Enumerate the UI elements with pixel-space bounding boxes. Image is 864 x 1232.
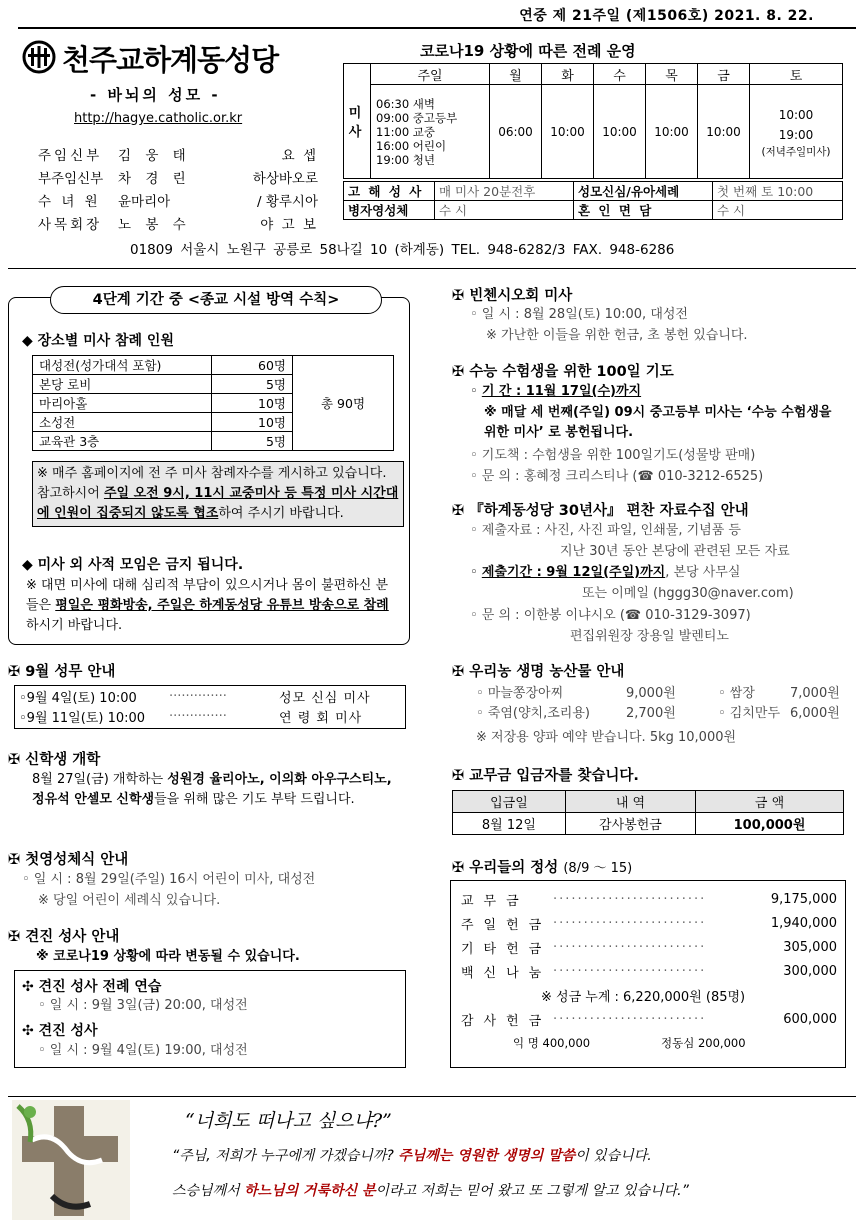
offering-row: 감사헌금 ························· 600,000	[461, 1011, 837, 1029]
september-box	[14, 685, 406, 729]
farm-note: ※ 저장용 양파 예약 받습니다. 5kg 10,000원	[476, 730, 737, 745]
day-header: 수	[594, 64, 646, 85]
staff-list	[38, 142, 318, 234]
offering-row: 기타헌금 ························· 305,000	[461, 939, 837, 957]
level4-rules-title: 4단계 기간 중 <종교 시설 방역 수칙>	[50, 286, 382, 314]
place-total: 총 90명	[293, 356, 394, 451]
day-header: 화	[542, 64, 594, 85]
history-contact: ◦ 문 의 : 이한봉 이냐시오 (☎ 010-3129-3097)	[470, 608, 751, 623]
vincent-time: ◦ 일 시 : 8월 28일(토) 10:00, 대성전	[470, 307, 688, 322]
confirmation-time: ◦ 일 시 : 9월 4일(토) 19:00, 대성전	[38, 1043, 248, 1058]
day-header: 토	[750, 64, 843, 85]
info-label: 고 해 성 사	[344, 182, 435, 201]
farm-title: ✠ 우리농 생명 농산물 안내	[452, 664, 625, 680]
info-value: 첫 번째 토 10:00	[713, 182, 843, 201]
gathering-ban-title: ◆ 미사 외 사적 모임은 금지 됩니다.	[22, 557, 244, 573]
history-deadline: ◦ 제출기간 : 9월 12일(주일)까지, 본당 사무실	[470, 565, 741, 580]
weekday-time: 10:00	[646, 85, 698, 179]
day-header: 주일	[371, 64, 490, 85]
place-name: 소성전	[33, 413, 212, 432]
day-header: 금	[698, 64, 750, 85]
dues-header: 입금일	[453, 791, 566, 813]
place-attendance-title: ◆ 장소별 미사 참례 인원	[22, 333, 174, 349]
offering-row: 백신나눔 ························· 300,000	[461, 963, 837, 981]
weekday-time: 06:00	[490, 85, 542, 179]
list-item: ◦9월 4일(토) 10:00 ·············· 성모 신심 미사	[19, 688, 371, 706]
day-header: 목	[646, 64, 698, 85]
banner-quote-line1: “주님, 저희가 누구에게 가겠습니까? 주님께는 영원한 생명의 말씀이 있습니다.	[172, 1148, 652, 1164]
church-address: 01809 서울시 노원구 공릉로 58나길 10 (하계동) TEL. 948-6282/3 FAX. 948-6286	[130, 242, 675, 258]
confirmation-title: ✠ 견진 성사 안내	[8, 929, 120, 945]
confirmation-note: ※ 코로나19 상황에 따라 변동될 수 있습니다.	[36, 949, 300, 964]
banner-quote-title: “너희도 떠나고 싶으냐?”	[185, 1110, 392, 1132]
history-items: ◦ 제출자료 : 사진, 사진 파일, 인쇄물, 기념품 등	[470, 523, 741, 538]
vincent-note: ※ 가난한 이들을 위한 헌금, 초 봉헌 있습니다.	[486, 328, 748, 343]
info-label: 병자영성체	[344, 201, 435, 220]
mass-label: 미사	[344, 64, 371, 179]
table-row: 8월 12일 감사봉헌금 100,000원	[453, 813, 844, 835]
first-communion-title: ✠ 첫영성체식 안내	[8, 852, 129, 868]
staff-row: 사목회장 노 봉 수 야 고 보	[38, 216, 318, 233]
exam-period: ◦ 기 간 : 11월 17일(수)까지	[470, 384, 642, 399]
info-value: 수 시	[713, 201, 843, 220]
covid-schedule-title: 코로나19 상황에 따른 전례 운영	[420, 42, 636, 60]
history-email: 또는 이메일 (hggg30@naver.com)	[582, 586, 794, 601]
rehearsal-title: ✣ 견진 성사 전례 연습	[22, 979, 162, 995]
exam-book: ◦ 기도책 : 수험생을 위한 100일기도(성물방 판매)	[470, 448, 756, 463]
weekday-time: 10:00	[542, 85, 594, 179]
issue-info: 연중 제 21주일 (제1506호) 2021. 8. 22.	[519, 8, 814, 24]
info-label: 성모신심/유아세례	[574, 182, 713, 201]
place-name: 본당 로비	[33, 375, 212, 394]
top-divider	[18, 27, 856, 29]
church-url-link[interactable]: http://hagye.catholic.or.kr	[74, 111, 243, 126]
rehearsal-time: ◦ 일 시 : 9월 3일(금) 20:00, 대성전	[38, 998, 248, 1013]
place-attendance-table	[32, 355, 394, 451]
first-communion-note: ※ 당일 어린이 세례식 있습니다.	[38, 893, 221, 908]
anonymous-row: 익 명 400,000 정동심 200,000	[513, 1036, 746, 1050]
sunday-times: 06:30 새벽 09:00 중고등부 11:00 교중 16:00 어린이 19:00 청년	[371, 85, 490, 179]
first-communion-time: ◦ 일 시 : 8월 29일(주일) 16시 어린이 미사, 대성전	[22, 872, 316, 887]
staff-row: 부주임신부 차 경 린 하상바오로	[38, 170, 318, 187]
day-header: 월	[490, 64, 542, 85]
church-logo-icon	[22, 40, 56, 74]
dues-title: ✠ 교무금 입금자를 찾습니다.	[452, 768, 639, 784]
offering-sum: ※ 성금 누계 : 6,220,000원 (85명)	[541, 989, 746, 1005]
exam-note: ※ 매달 세 번째(주일) 09시 중고등부 미사는 ‘수능 수험생을 위한 미사’ 로 봉헌됩니다.	[484, 405, 832, 440]
place-count: 60명	[212, 356, 293, 375]
place-count: 10명	[212, 413, 293, 432]
list-item: ◦ 마늘쫑장아찌 9,000원 ◦ 쌈장 7,000원	[476, 686, 840, 701]
seminary-text: 8월 27일(금) 개학하는 성원경 율리아노, 이의화 아우구스티노, 정유석 안셀모 신학생들을 위해 많은 기도 부탁 드립니다.	[32, 772, 392, 807]
confirmation-sub-title: ✣ 견진 성사	[22, 1023, 98, 1039]
church-subtitle: - 바뇌의 성모 -	[90, 86, 221, 104]
weekday-time: 10:00	[594, 85, 646, 179]
offering-box	[450, 880, 846, 1068]
history-contact-editor: 편집위원장 장용일 발렌티노	[570, 629, 729, 644]
dues-header: 금 액	[696, 791, 844, 813]
vincent-title: ✠ 빈첸시오회 미사	[452, 288, 573, 304]
dues-table	[452, 790, 844, 835]
place-count: 5명	[212, 432, 293, 451]
list-item: ◦9월 11일(토) 10:00 ·············· 연 령 회 미사	[19, 708, 363, 726]
saturday-times: 10:00 19:00 (저녁주일미사)	[750, 85, 843, 179]
info-value: 수 시	[435, 201, 574, 220]
attendance-notice: ※ 매주 홈페이지에 전 주 미사 참례자수를 게시하고 있습니다. 참고하시어 주일 오전 9시, 11시 교중미사 등 특정 미사 시간대에 인원이 집중되지 않도록 협조하여 주시기 바랍니다.	[32, 461, 404, 527]
history-title: ✠ 『하계동성당 30년사』 편찬 자료수집 안내	[452, 503, 749, 519]
place-count: 10명	[212, 394, 293, 413]
exam-prayer-title: ✠ 수능 수험생을 위한 100일 기도	[452, 364, 674, 380]
weekday-time: 10:00	[698, 85, 750, 179]
dues-header: 내 역	[565, 791, 695, 813]
history-items-detail: 지난 30년 동안 본당에 관련된 모든 자료	[560, 544, 790, 559]
place-name: 마리아홀	[33, 394, 212, 413]
cross-artwork-icon	[12, 1100, 130, 1220]
offering-title: ✠ 우리들의 정성 (8/9 ～ 15)	[452, 860, 633, 876]
place-count: 5명	[212, 375, 293, 394]
exam-contact: ◦ 문 의 : 홍혜정 크리스티나 (☎ 010-3212-6525)	[470, 469, 764, 484]
list-item: ◦ 죽염(양치,조리용) 2,700원 ◦ 김치만두 6,000원	[476, 706, 840, 721]
offering-row: 교무금 ························· 9,175,000	[461, 891, 837, 909]
header-divider	[8, 268, 856, 269]
seminary-title: ✠ 신학생 개학	[8, 752, 101, 768]
mass-schedule-table	[343, 63, 843, 179]
staff-row: 수 녀 원 윤마리아 / 황루시아	[38, 193, 318, 210]
offering-row: 주일헌금 ························· 1,940,000	[461, 915, 837, 933]
sacrament-info-table	[343, 181, 843, 220]
info-label: 혼 인 면 담	[574, 201, 713, 220]
banner-quote-line2: 스승님께서 하느님의 거룩하신 분이라고 저희는 믿어 왔고 또 그렇게 알고 있습니다.”	[172, 1183, 689, 1199]
place-name: 대성전(성가대석 포함)	[33, 356, 212, 375]
place-name: 교육관 3층	[33, 432, 212, 451]
staff-row: 주임신부 김 웅 태 요 셉	[38, 147, 318, 164]
gathering-notice: ※ 대면 미사에 대해 심리적 부담이 있으시거나 몸이 불편하신 분들은 평일은 평화방송, 주일은 하계동성당 유튜브 방송으로 참례하시기 바랍니다.	[26, 578, 389, 633]
farm-items	[476, 684, 846, 724]
church-name: 천주교하계동성당	[62, 43, 279, 77]
september-title: ✠ 9월 성무 안내	[8, 664, 116, 680]
info-value: 매 미사 20분전후	[435, 182, 574, 201]
